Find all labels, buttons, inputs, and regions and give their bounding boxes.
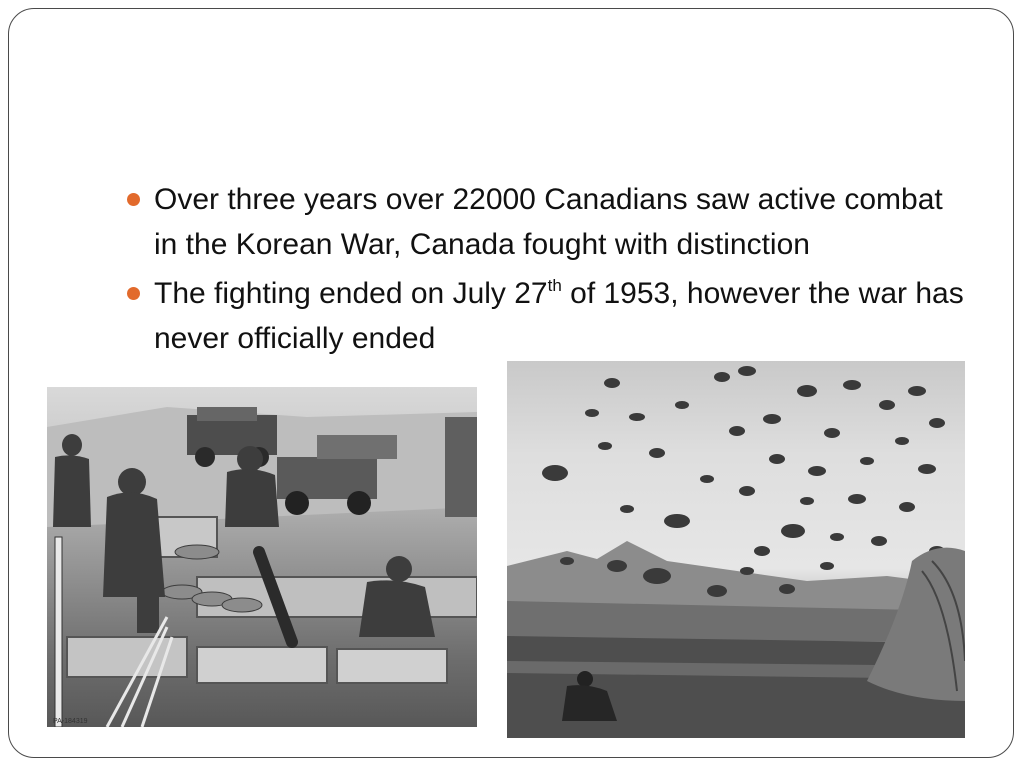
bullet-item <box>121 177 971 267</box>
bullet-marker <box>127 287 140 300</box>
photo-caption: PA-184319 <box>53 718 88 725</box>
bullet-marker <box>127 193 140 206</box>
bullet-item <box>121 271 971 361</box>
bullet-text-continued: of 1953, however the war has never officially ended <box>154 277 964 355</box>
bullet-superscript: th <box>547 276 562 295</box>
slide-frame <box>8 8 1014 758</box>
bullet-list <box>121 177 971 365</box>
trench-photo <box>47 387 477 727</box>
bullet-text: The fighting ended on July 27 <box>154 277 548 310</box>
bullet-text: Over three years over 22000 Canadians saw active combat in the Korean War, Canada fought with distinction <box>154 183 943 261</box>
paratroopers-photo <box>507 361 965 738</box>
trench-photo-illustration <box>47 387 477 727</box>
paratroopers-photo-illustration <box>507 361 965 738</box>
